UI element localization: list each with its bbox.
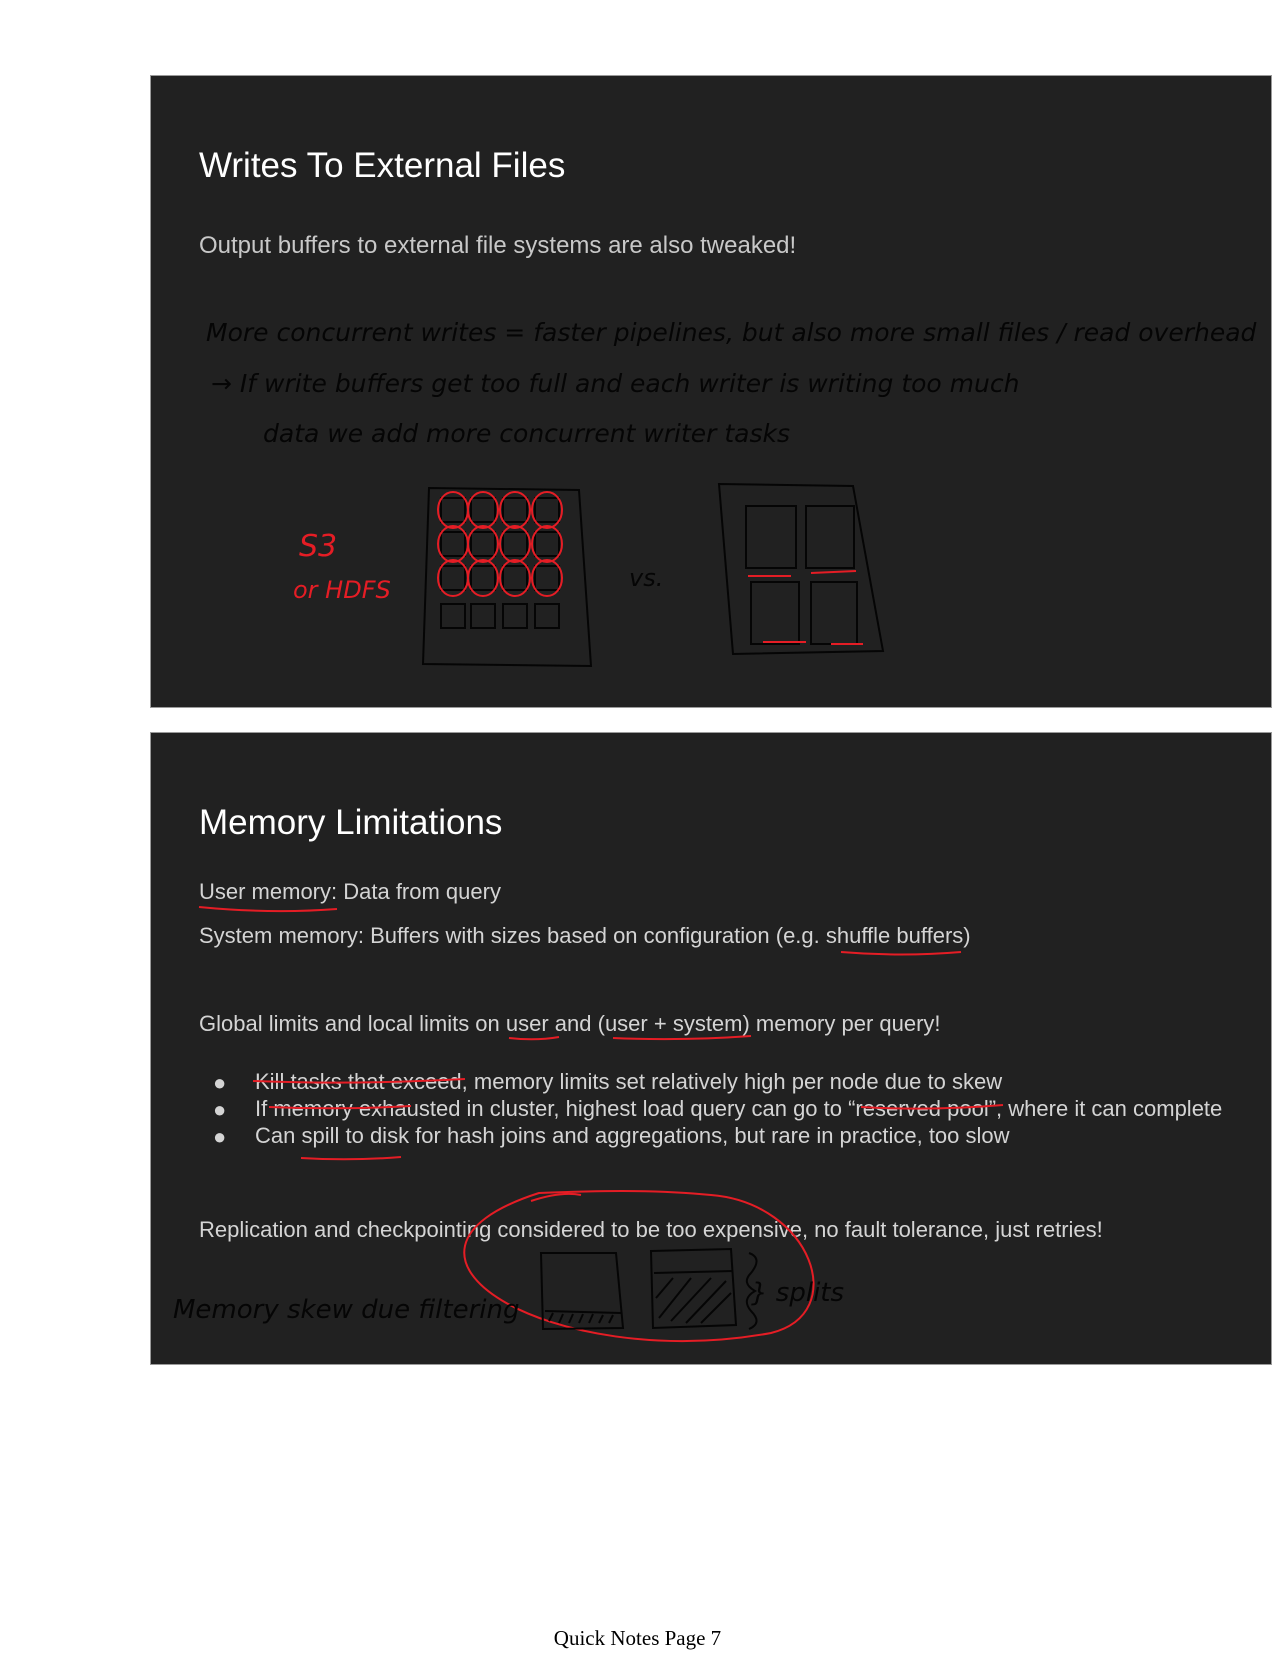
small-file-square: [535, 532, 559, 556]
list-item: ● Kill tasks that exceed, memory limits set relatively high per node due to skew: [213, 1069, 1003, 1095]
red-underlines: [199, 907, 1003, 1341]
system-memory-line: System memory: Buffers with sizes based on configuration (e.g. shuffle buffers): [199, 923, 971, 948]
small-file-square: [471, 532, 495, 556]
small-file-square: [503, 498, 527, 522]
small-file-square: [471, 604, 495, 628]
page-footer: Quick Notes Page 7: [553, 1626, 722, 1650]
many-small-files-sketch: [423, 488, 591, 666]
handwritten-annotations: [151, 733, 1272, 1365]
handwritten-note-line3: data we add more concurrent writer tasks: [263, 419, 791, 448]
handwritten-note-line1: More concurrent writes = faster pipelines, but also more small files / read overhead: [206, 318, 1257, 347]
bullet-dot: ●: [213, 1070, 227, 1095]
slide-memory-limitations: [150, 732, 1272, 1365]
small-file-square: [503, 566, 527, 590]
handwritten-splits: } splits: [751, 1278, 845, 1308]
small-file-square: [503, 532, 527, 556]
small-file-square: [441, 498, 465, 522]
small-file-square: [471, 498, 495, 522]
small-file-square: [535, 604, 559, 628]
user-memory-line: User memory: Data from query: [199, 879, 501, 904]
slide-writes-to-external-files: [150, 75, 1272, 708]
small-file-square: [535, 498, 559, 522]
small-file-square: [535, 566, 559, 590]
small-file-square: [503, 604, 527, 628]
handwritten-annotations: [151, 76, 1272, 708]
bullet-dot: ●: [213, 1097, 227, 1122]
small-file-square: [441, 566, 465, 590]
small-file-square: [441, 604, 465, 628]
list-item: ● If memory exhausted in cluster, highest load query can go to “reserved pool”, where it can complete: [213, 1096, 1223, 1122]
replication-line: Replication and checkpointing considered to be too expensive, no fault tolerance, just retries!: [199, 1217, 1103, 1242]
slide-title: Memory Limitations: [199, 803, 503, 842]
bullet-dot: ●: [213, 1124, 227, 1149]
small-file-square: [471, 566, 495, 590]
handwritten-or-hdfs: or HDFS: [293, 576, 391, 604]
handwritten-s3: S3: [299, 529, 338, 564]
handwritten-vs: vs.: [629, 564, 664, 592]
slide-title: Writes To External Files: [199, 146, 566, 185]
small-file-square: [441, 532, 465, 556]
splits-sketch: [541, 1249, 757, 1329]
slide-subtitle: Output buffers to external file systems are also tweaked!: [199, 232, 797, 259]
global-limits-line: Global limits and local limits on user and (user + system) memory per query!: [199, 1011, 941, 1036]
few-large-files-sketch: [719, 484, 883, 654]
handwritten-note-line2: → If write buffers get too full and each writer is writing too much: [211, 369, 1020, 398]
list-item: ● Can spill to disk for hash joins and aggregations, but rare in practice, too slow: [213, 1123, 1010, 1149]
handwritten-memory-skew: Memory skew due filtering: [173, 1295, 520, 1325]
